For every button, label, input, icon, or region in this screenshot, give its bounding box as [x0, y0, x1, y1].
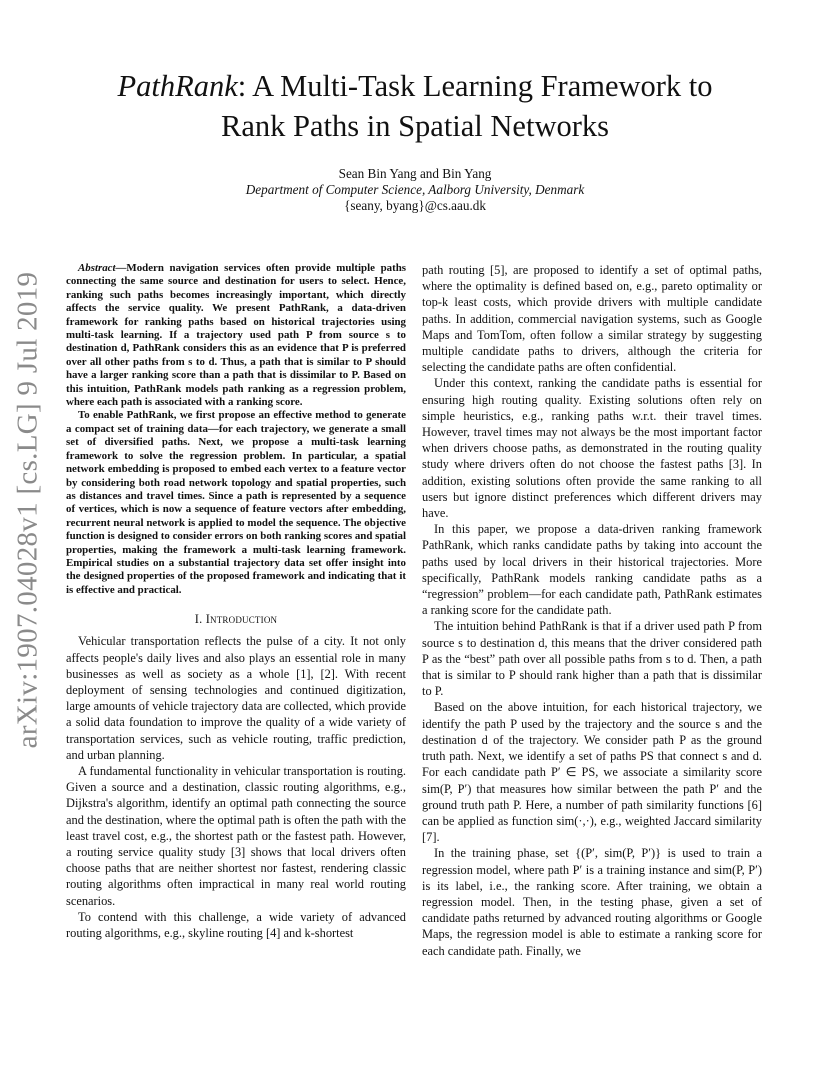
- right-column: [422, 262, 762, 959]
- intro-paragraph-3: To contend with this challenge, a wide variety of advanced routing algorithms, e.g., skyline routing [4] and k-shortest: [66, 909, 406, 941]
- right-paragraph-2: Under this context, ranking the candidate paths is essential for ensuring high routing quality. Existing solutions often rely on simple heuristics, e.g., ranking paths w.r.t. their travel times. However, travel times may not always be the most important factor when drivers choose paths, as demonstrated in the routing quality study where drivers often do not choose the fastest paths [3]. In addition, existing solutions often provide the same ranking to all users but ignore distinct preferences which different drivers may have.: [422, 376, 762, 521]
- right-paragraph-5: Based on the above intuition, for each historical trajectory, we identify the path P used by the trajectory and the source s and the destination d of the trajectory. We consider path P as the ground truth path. Next, we identify a set of paths PS that connect s and d. For each candidate path P′ ∈ PS, we associate a similarity score sim(P, P′) that measures how similar between the path P′ and the ground truth path P. Here, a number of path similarity functions [6] can be applied as function sim(·,·), e.g., weighted Jaccard similarity [7].: [422, 700, 762, 845]
- authors: Sean Bin Yang and Bin Yang: [338, 166, 492, 181]
- right-paragraph-6: In the training phase, set {(P′, sim(P, P′)} is used to train a regression model, where path P′ is a training instance and sim(P, P′) is its label, i.e., the ranking score. After training, we obtain a regression model. Then, in the testing phase, given a set of candidate paths returned by advanced routing algorithms or Google Maps, the regression model is able to estimate a ranking score for each candidate path. Finally, we: [422, 846, 762, 958]
- affiliation: Department of Computer Science, Aalborg University, Denmark: [245, 182, 585, 197]
- right-paragraph-4: The intuition behind PathRank is that if a driver used path P from source s to destination d, this means that the driver considered path P as the “best” path over all possible paths from s to d. Then, a path that is similar to P should rank higher than a path that is dissimilar to P.: [422, 619, 762, 699]
- abstract-paragraph-1: Abstract—Modern navigation services often provide multiple paths connecting the same source and destination for users to select. Hence, ranking such paths becomes increasingly important, which directly affects the service quality. We present PathRank, a data-driven framework for ranking paths based on historical trajectories using multi-task learning. If a trajectory used path P from source s to destination d, PathRank considers this as an evidence that P is preferred over all other paths from s to d. Thus, a path that is similar to P should have a larger ranking score than a path that is dissimilar to P. Based on this intuition, PathRank models path ranking as a regression problem, where each path is associated with a ranking score.: [66, 262, 406, 409]
- title-line1: : A Multi-Task Learning Framework to: [237, 69, 713, 103]
- email: {seany, byang}@cs.aau.dk: [344, 198, 486, 213]
- intro-paragraph-2: A fundamental functionality in vehicular transportation is routing. Given a source and a destination, classic routing algorithms, e.g., Dijkstra's algorithm, identify an optimal path connecting the source and the destination, where the optimal path is often the path with the least travel cost, e.g., the shortest path or the fastest path. However, a routing service quality study [3] shows that local drivers often choose paths that are neither shortest nor fastest, rendering classic routing algorithms often impractical in many real world routing scenarios.: [66, 763, 406, 908]
- abstract-label: Abstract: [78, 262, 116, 274]
- right-paragraph-1: path routing [5], are proposed to identify a set of optimal paths, where the optimality is defined based on, e.g., pareto optimality or top-k least costs, which provide drivers with multiple candidate paths. In addition, commercial navigation systems, such as Google Maps and TomTom, often follow a similar strategy by suggesting multiple candidate paths to drivers, although the criteria for selecting the candidate paths are often confidential.: [422, 263, 762, 375]
- right-paragraph-3: In this paper, we propose a data-driven ranking framework PathRank, which ranks candidate paths by taking into account the paths used by local drivers in their historical trajectories. More specifically, PathRank models ranking candidate paths as a “regression” problem—for each candidate path, PathRank estimates a ranking score for the candidate path.: [422, 522, 762, 618]
- intro-paragraph-1: Vehicular transportation reflects the pulse of a city. It not only affects people's daily lives and also plays an essential role in many businesses as well as society as a whole [1], [2]. With recent deployment of sensing technologies and continued digitization, large amounts of vehicle trajectory data are collected, which provide a solid data foundation to improve the quality of a wide variety of transportation services, such as vehicle routing, traffic prediction, and urban planning.: [66, 634, 406, 762]
- left-column: [66, 262, 406, 941]
- title-line2: Rank Paths in Spatial Networks: [221, 109, 609, 143]
- title-name: PathRank: [117, 69, 238, 103]
- paper-title: [70, 66, 760, 146]
- section-heading: I. Introduction: [194, 612, 278, 627]
- arxiv-identifier: arXiv:1907.04028v1 [cs.LG] 9 Jul 2019: [11, 271, 44, 749]
- abstract-paragraph-2: To enable PathRank, we first propose an effective method to generate a compact set of training data—for each trajectory, we generate a small set of diversified paths. Next, we propose a multi-task learning framework to solve the regression problem. In particular, a spatial network embedding is proposed to embed each vertex to a feature vector by considering both road network topology and spatial properties, such as distances and travel times. Since a path is represented by a sequence of vertices, which is now a sequence of feature vectors after embedding, recurrent neural network is applied to model the sequence. The objective function is designed to consider errors on both ranking scores and spatial properties, making the framework a multi-task learning framework. Empirical studies on a substantial trajectory data set offer insight into the designed properties of the proposed framework and indicating that it is effective and practical.: [66, 409, 406, 596]
